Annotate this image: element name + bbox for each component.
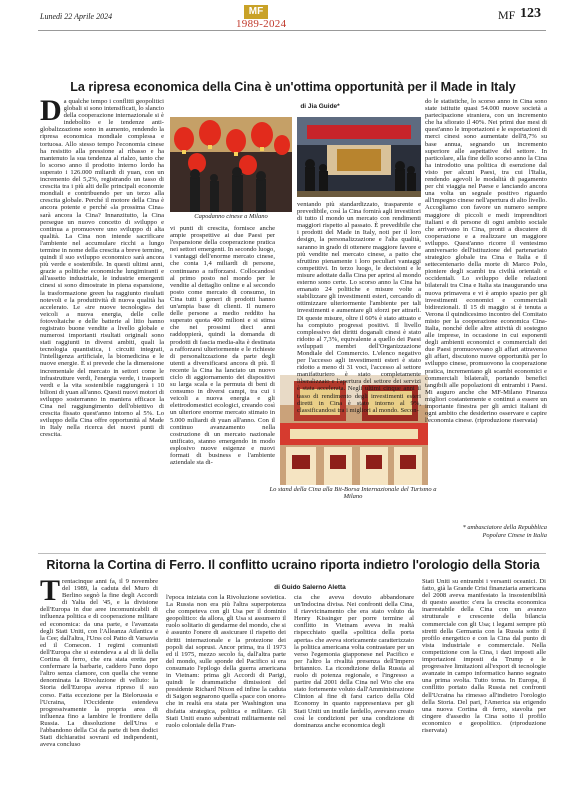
photo1-caption: Capodanno cinese a Milano <box>194 213 268 220</box>
article1-col2: vi punti di crescita, fornisce anche ampie prospettive ai due Paesi per l'espansione della cooperazione pratica nei settori emergenti. In secondo luogo, i vantaggi dell'enorme mercato cinese, che conta 1,4 miliardi di persone, continuano a rafforzarsi. Collocandosi al primo posto nel mondo per le vendite al dettaglio online e al secondo posto come mercato di consumo, in Cina tutti i generi di prodotti hanno un'ampia base di clienti. Il numero delle persone a medio reddito ha superato quota 400 milioni e si stima che nei prossimi dieci anni raddoppierà, quindi la domanda di prodotti di fascia media-alta è destinata a rafforzarsi ulteriormente e le richieste di personalizzazione da parte degli utenti a diversificarsi ancora di più. Il recente la Cina ha lanciato un nuovo ciclo di aggiornamento dei dispositivi su larga scala e la permuta di beni di consumo in diversi campi, tra cui i veicoli a nuova energia e gli elettrodomestici ecologici, creando così un ulteriore enorme mercato stimato in 5.000 miliardi di yuan all'anno. Con il continuo avanzamento nella costruzione di un mercato nazionale unificato, stanno emergendo in modo esplosivo nuove esigenze e nuovi formati di business e l'ambiente aziendale sta di- <box>170 225 275 467</box>
article1-byline: di Jia Guide* <box>300 103 340 110</box>
footnote-line2: Popolare Cinese in Italia <box>482 532 547 539</box>
article2-col1: Trentacinque anni fa, il 9 novembre del 1989, la caduta del Muro di Berlino segnò la fine degli Accordi di Yalta del '45, e la divisione dell'Europa in due aree incomunicabili di influenza politica e di cooperazione militare ed economica: da una parte, e l'avanzata degli Stati Uniti, con l'Alleanza Atlantica e la Cee; dall'altra, l'Urss col Patto di Varsavia ed il Comecon. I regimi comunisti dell'Europa che si estendeva a al di là della Cortina di ferro, che era stata eretta per confermare la barbarie, caddero l'uno dopo l'altro senza clamore, con quella che venne denominata la Rivoluzione di velluto: la Storia dell'Europa aveva ripreso il suo corso. Fatta eccezione per la Bielorussia e l'Ucraina, l'Occidente estendeva progressivamente la propria area di influenza fino a lambire le frontiere della Russia. La dissoluzione dell'Urss e l'abbandono della Csi da parte di ben dodici Stati dichiaratisi sovrani ed indipendenti, aveva concluso <box>40 578 158 749</box>
article1-title: La ripresa economica della Cina è un'ottima opportunità per il Made in Italy <box>70 80 516 94</box>
header-rule <box>38 30 546 31</box>
footnote-line1: * ambasciatore della Repubblica <box>462 524 547 531</box>
header-date: Lunedì 22 Aprile 2024 <box>40 12 113 21</box>
article2-title: Ritorna la Cortina di Ferro. Il conflitto ucraino riporta indietro l'orologio della Storia <box>46 558 540 572</box>
page-number: 123 <box>520 6 541 21</box>
photo-capodanno-cinese <box>170 117 292 212</box>
header-logo: MF <box>244 5 268 19</box>
dropcap-d: D <box>40 98 62 127</box>
article2-col2: l'epoca iniziata con la Rivoluzione sovietica. La Russia non era più l'altra superpotenza che competeva con gli Usa per il dominio geopolitico: da allora, gli Usa si assunsero il ruolo solitario di gendarme del mondo, che si è assunto l'onere di assicurare il rispetto dei diritti internazionale e la protezione dei popoli dai soprusi. Ancor prima, tra il 1973 ed il 1975, mezzo secolo fa, dall'altra parte del mondo, sulle sponde del Pacifico si era consumato l'epilogo della guerra americana in Vietnam: prima gli Accordi di Parigi, quindi le drammatiche dimissioni del presidente Richard Nixon ed infine la caduta di Saigon segnarono quella «pace con onore» che in realtà era stata per Washington una disfatta strategica, politica e militare. Gli Stati Uniti erano subentrati militarmente nel ruolo coloniale della Fran- <box>166 594 286 729</box>
article1-col1: Da qualche tempo i conflitti geopolitici globali si sono intensificati, lo slancio della cooperazione internazionale si è indebolito e le tendenze anti-globalizzazione sono in aumento, rendendo la ripresa economica mondiale complessa e tortuosa. Allo stesso tempo l'economia cinese ha resistito alla pressione al ribasso e ha mantenuto la sua tendenza al rialzo, tanto che lo scorso anno il prodotto interno lordo ha superato i 126.000 miliardi di yuan, con un incremento del 5,2%, registrando un tasso di crescita tra i più alti delle principali economie mondiali e contribuendo per un terzo alla crescita globale. Perché il motore della Cina è ancora potente e perché «la prossima Cina» sarà ancora la Cina? Innanzitutto, la Cina persegue un nuovo concetto di sviluppo e continua a promuovere uno sviluppo di alta qualità. La Cina non intende sacrificare l'ambiente nel accumulare ricchi a lungo termine in nome della crescita a breve termine, quindi il suo sviluppo economico sarà ancora più verde e sostenibile. In questi ultimi anni, grazie a politiche economiche lungimiranti e all'assetto industriale, le industrie emergenti cinesi si sono dimostrate in piena espansione, la trasformazione green ha raggiunto risultati notevoli e la produttività di nuova qualità ha accelerato. Le «tre nuove tecnologie» dei veicoli a nuova energia, delle celle fotovoltaiche e delle batterie al litio hanno registrato buone vendite a livello globale e numerosi importanti risultati originali sono stati raggiunti in diversi ambiti, quali la tecnologia quantistica, i circuiti integrati, l'intelligenza artificiale, la biomedicina e le nuove energie. È si prevede che la dimensione incrementale del mercato in settori come le infrastrutture verdi, l'energia verde, i trasporti verdi e la vita sostenibile raggiungerà i 10 bilioni di yuan all'anno. Questi nuovi motori di sviluppo sosterranno in maniera efficace la Cina nel raggiungimento dell'obiettivo di crescita fissato quest'anno intorno al 5%. Lo sviluppo della Cina offre opportunità al Made in Italy nella ricerca dei nuovi punti di crescita. <box>40 98 164 439</box>
header-years: 1989-2024 <box>236 18 287 30</box>
article2-byline: di Guido Salerno Aletta <box>274 584 346 591</box>
article1-footnote <box>425 524 547 540</box>
article1-col3: ventando più standardizzato, trasparente e prevedibile, così la Cina fornirà agli investitori di tutto il mondo un mercato con rendimenti maggiori rispetto al passato. È prevedibile che i prodotti del Made in Italy, noti per il loro design, la personalizzazione e l'alta qualità, saranno in grado di ottenere maggiore favore e più vendite nel mercato cinese, a patto che sfruttino pienamente i loro peculiari vantaggi competitivi. In terzo luogo, le decisioni e le misure adottate dalla Cina per aprirsi al mondo esterno sono certe. Lo scorso anno la Cina ha emanato 24 politiche e misure volte a stabilizzare gli investimenti esteri, cercando di ottimizzare ulteriormente l'ambiente per tali investimenti e aumentare gli sforzi per attrarli. Di queste misure, oltre il 60% è stato attuato e ha compiuto progressi positivi. Il livello complessivo dei diritti doganali cinesi è stato ridotto al 7,3%, equivalente a quello dei Paesi sviluppati membri dell'Organizzazione Mondiale del Commercio. L'elenco negativo per l'accesso agli investimenti esteri è stato ridotto a meno di 31 voci, l'accesso al settore manifatturiero è stato completamente liberalizzato e l'apertura del settore dei servizi è stata accelerata. Negli ultimi cinque anni il tasso di rendimento degli investimenti esteri diretti in Cina è stato intorno al 9%, classificandosi tra i migliori al mondo. Secon- <box>297 201 421 414</box>
photo2-caption: Lo stand della Cina alla Bit-Borsa Internazionale del Turismo a Milano <box>269 486 437 500</box>
article2-col4: Stati Uniti su entrambi i versanti oceanici. Di fatto, già la Grande Crisi finanziaria americana del 2008 aveva manifestato la insostenibilità di questo assetto: c'era la crescita economica inarrestabile della Cina con un avanzo strutturale e crescente della bilancia commerciale con gli Usa; i legami sempre più stretti della Germania con la Russia sotto il profilo energetico e con la Cina dal punto di vista industriale e commerciale. Nella competizione con la Cina, i dazi imposti alle importazioni imposti da Trump e le progressive limitazioni all'export di tecnologie avanzate in campo informatico hanno segnato una prima svolta. Tutto torna. In Europa, il conflitto portato dalla Russia nei confronti dell'Ucraina ha rimesso all'indietro l'orologio della Storia. Del pari, l'America sta erigendo una nuova Cortina di ferro, stavolta per cingere d'assedio la Cina sotto il profilo economico e geopolitico. (riproduzione riservata) <box>422 578 546 734</box>
article2-col3: cia che aveva dovuto abbandonare un'Indocina divisa. Nei confronti della Cina, il riavvicinamento che era stato voluto da Henry Kissinger per porre termine al conflitto in Vietnam aveva in realtà rispecchiato quella «politica della porta aperta» che aveva storicamente caratterizzato la politica americana volta contrastare per un verso l'egemonia giapponese nel Pacifico e per l'altro la rivalità presenza dell'Impero britannico. La ricondizione della Russia al ruolo di potenza regionale, e l'ingresso a partire dal 2001 della Cina nel Wto che era stato fortemente voluto dall'Amministrazione Clinton al fine di farsi carico della Old Economy in quanto rappresentava per gli Stati Uniti un inutile fardello, avevano creato così le condizioni per una condizione di dominanza anche economica degli <box>294 594 414 729</box>
article1-col4: do le statistiche, lo scorso anno in Cina sono state istituite quasi 54.000 nuove società a partecipazione straniera, con un incremento che ha sfiorato il 40%. Nei primi due mesi di quest'anno le importazioni e le esportazioni di merci cinesi sono aumentate dell'8,7% su base annua, segnando un incremento superiore alle aspettative del settore. In particolare, alla fine dello scorso anno la Cina ha introdotto una politica di esenzione dal visto per alcuni Paesi, tra cui l'Italia, rendendo agevoli le modalità di pagamento per chi viaggia nel Paese e lanciando ancora una volta un segnale positivo riguardo all'impegno cinese nell'apertura di alto livello. Accogliamo con favore un numero sempre maggiore di piccoli e medi imprenditori italiani e di persone di ogni ambito sociale che arrivano in Cina, pronti a discutere di cooperazione e a realizzare un maggiore sviluppo. Quest'anno ricorre il ventesimo anniversario dell'istituzione del partenariato strategico globale tra Cina e Italia e il settecentenario della morte di Marco Polo, pioniere degli scambi tra civiltà orientali e occidentali. Lo sviluppo delle relazioni bilaterali tra Cina e Italia sta inaugurando una nuova primavera e vi è ampio spazio per gli investimenti economici e commerciali bidirezionali. Il 15 di maggio si è tenuta a Verona il quindicesimo incontro del Comitato misto per la cooperazione economica Cina-Italia, nonché delle altre attività di sostegno alle imprese, in occasione in cui esponenti degli ambienti economici e commerciali dei due Paesi promuovevano gli affari attraverso gli affari, discutono nuove opportunità per lo sviluppo cinese, promuovono la cooperazione pratica, incrementano gli scambi economici e commerciali bilaterali, portando benefici tangibili alle popolazioni di entrambi i Paesi. Mi auguro anche che MF-Milano Finanza migliori costantemente e continui a essere un importante finestra per gli amici italiani di ogni ambito che desiderino osservare e capire l'economia cinese. (riproduzione riservata) <box>425 98 547 425</box>
dropcap-t: T <box>40 578 61 607</box>
header-brand: MF <box>498 8 516 22</box>
section-separator <box>38 553 546 554</box>
